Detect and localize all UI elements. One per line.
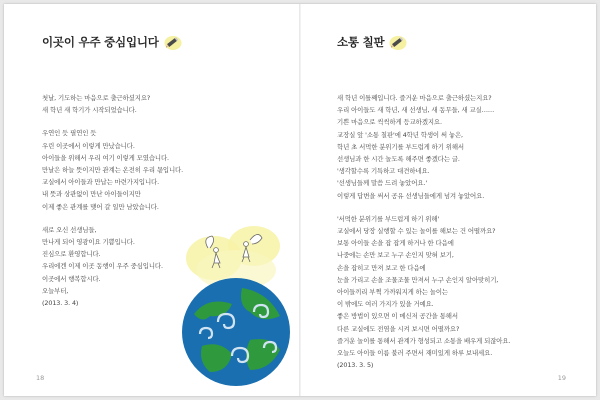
text-line: 아이들끼리 부쩍 가까워지게 하는 놀이는 [337,288,448,297]
text-line: 첫날, 기도하는 마음으로 출근하셨지요? [42,94,151,102]
text-line: 아이들을 위해서 우리 여기 이렇게 모였습니다. [42,153,169,162]
text-line: (2013. 3. 5) [337,361,374,370]
left-page-number: 18 [36,374,45,382]
text-line: 우리 아이들도 새 학년, 새 선생님, 새 동무들, 새 교실…… [337,106,495,115]
paragraph [42,224,183,309]
text-line: 이제 좋은 관계를 맺어 갈 일만 남았습니다. [42,202,159,211]
left-title-row [42,32,183,52]
left-page [4,4,299,396]
text-line: 우린 이곳에서 이렇게 만났습니다. [42,141,135,150]
text-line: 즐거운 놀이를 통해서 관계가 형성되고 소통을 배우게 되잖아요. [337,336,511,345]
text-line: 만날은 하늘 뜻이지만 관계는 온전히 우리 몫입니다. [42,166,184,175]
text-line: 새 학년 이틀째입니다. 즐거운 마음으로 출근하셨는지요? [337,94,492,102]
right-page-number: 19 [557,374,566,382]
paragraph [337,92,510,202]
text-line: 새로 오신 선생님들, [42,225,97,234]
right-page-title: 소통 칠판 [337,35,385,49]
book-spread [4,4,596,396]
text-line: 진심으로 환영합니다. [42,250,101,259]
text-line: 교실에서 아이들과 만납는 마련가지입니다. [42,178,160,187]
text-line: '선생님들께 말씀 드려 놓았어요.' [337,179,427,188]
text-line: 보통 아이들 손을 잡 잡게 하거나 한 다음에 [337,239,454,248]
left-page-title: 이곳이 우주 중심입니다 [42,35,159,49]
pencil-icon [163,32,183,52]
text-line: 좋은 방법이 있으면 이 메신저 공간을 통해서 [337,312,458,321]
right-body-text [337,92,510,382]
text-line: 새 학년 새 학기가 시작되었습니다. [42,106,137,115]
text-line: 오늘도 아이들 이름 불러 주면서 재미있게 하루 보내세요. [337,349,493,358]
text-line: '서먹한 분위기를 부드럽게 하기 위해' [337,214,440,223]
text-line: (2013. 3. 4) [42,299,79,308]
text-line: 선생님과 한 시간 놀도록 해주면 좋겠다는 글. [337,155,460,164]
paragraph [337,213,510,372]
text-line: 우리에겐 이제 이곳 동행이 우주 중심입니다. [42,262,163,271]
text-line: 기쁜 마음으로 씩씩하게 등교하겠지요. [337,118,442,127]
text-line: 학년 초 서먹한 분위기를 부드럽게 하기 위해서 [337,142,464,151]
paragraph [42,92,183,116]
pencil-icon [388,32,408,52]
text-line: 눈을 가리고 손을 조물조물 만져서 누구 손인지 알아맞히기, [337,275,499,284]
right-title-row [337,32,408,52]
text-line: 내 뜻과 상관없이 만난 아이들이지만 [42,190,141,199]
earth-with-angels-illustration [172,218,302,396]
text-line: 이곳에서 행복합시다. [42,274,101,283]
text-line: 나중에는 손만 보고 누구 손인지 맞혀 보기, [337,251,454,260]
left-body-text [42,92,183,320]
text-line: 교장실 앞 '소통 칠판'에 4학년 학생이 써 놓은, [337,130,463,139]
paragraph [42,127,183,212]
text-line: 이렇게 답변을 써서 공유 선생님들에게 넘겨 놓았어요. [337,191,485,200]
text-line: 만나게 되어 영광이요 기쁨입니다. [42,238,135,247]
text-line: 우연인 듯 필연인 듯 [42,129,97,138]
text-line: 이 밖에도 여러 가지가 있을 거예요. [337,300,434,309]
text-line: 오늘부터, [42,286,69,295]
text-line: 다른 교실에도 전염을 시켜 보시면 어떨까요? [337,324,460,333]
text-line: 교실에서 당장 실행할 수 있는 놀이를 해보는 건 어떨까요? [337,227,496,236]
text-line: '생각할수록 기특하고 대견하네요. [337,167,430,176]
text-line: 손을 잡히고 만져 보고 한 다음에 [337,263,426,272]
right-page [301,4,596,396]
